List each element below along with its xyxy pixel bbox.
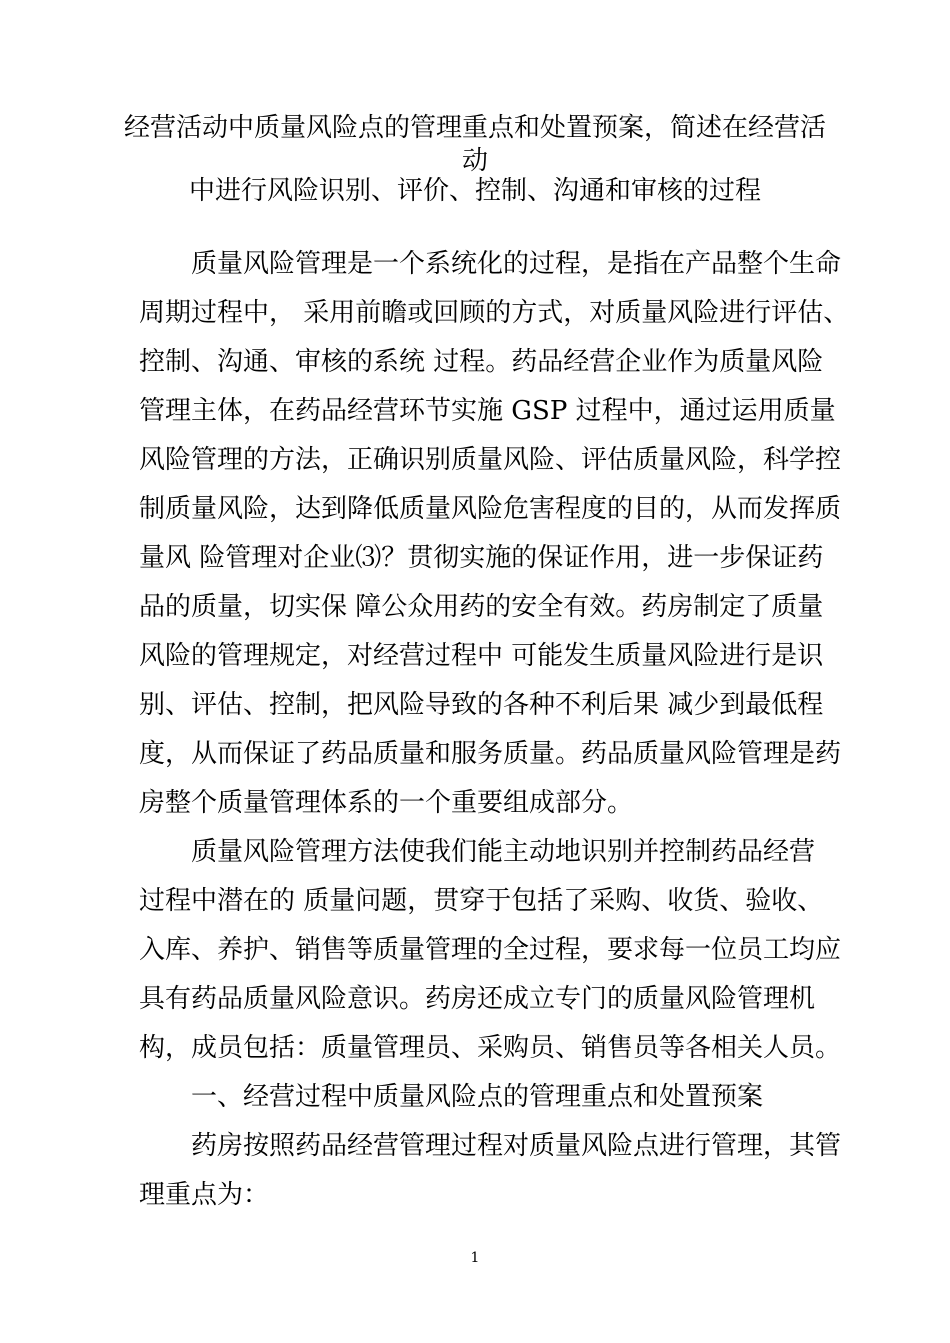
paragraph-1-line: 控制、沟通、审核的系统 过程。药品经营企业作为质量风险	[139, 347, 824, 377]
paragraph-3-line: 理重点为：	[139, 1180, 270, 1210]
section-heading: 一、经营过程中质量风险点的管理重点和处置预案	[191, 1082, 764, 1112]
paragraph-1-line: 风险管理的方法，正确识别质量风险、评估质量风险，科学控	[139, 445, 842, 475]
paragraph-1-line: 管理主体，在药品经营环节实施 GSP 过程中，通过运用质量	[139, 396, 836, 426]
document-title-line-2: 动	[461, 146, 488, 176]
paragraph-1-line: 房整个质量管理体系的一个重要组成部分。	[139, 788, 634, 818]
paragraph-1-line: 周期过程中， 采用前瞻或回顾的方式，对质量风险进行评估、	[139, 298, 850, 328]
paragraph-1-line: 风险的管理规定，对经营过程中 可能发生质量风险进行是识	[139, 641, 824, 671]
paragraph-2-line: 过程中潜在的 质量问题，贯穿于包括了采购、收货、验收、	[139, 886, 824, 916]
document-title-line-1: 经营活动中质量风险点的管理重点和处置预案，简述在经营活	[123, 113, 826, 143]
page-number: 1	[470, 1250, 480, 1266]
paragraph-1-line: 制质量风险，达到降低质量风险危害程度的目的，从而发挥质	[139, 494, 842, 524]
paragraph-1-line: 质量风险管理是一个系统化的过程，是指在产品整个生命	[191, 249, 842, 279]
paragraph-2-line: 质量风险管理方法使我们能主动地识别并控制药品经营	[191, 837, 816, 867]
document-title-line-3: 中进行风险识别、评价、控制、沟通和审核的过程	[188, 176, 761, 206]
paragraph-1-line: 别、评估、控制，把风险导致的各种不利后果 减少到最低程	[139, 690, 824, 720]
paragraph-2-line: 入库、养护、销售等质量管理的全过程，要求每一位员工均应	[139, 935, 842, 965]
paragraph-1-line: 量风 险管理对企业⑶？贯彻实施的保证作用，进一步保证药	[139, 543, 824, 573]
paragraph-1-line: 度，从而保证了药品质量和服务质量。药品质量风险管理是药	[139, 739, 842, 769]
paragraph-2-line: 具有药品质量风险意识。药房还成立专门的质量风险管理机	[139, 984, 816, 1014]
paragraph-1-line: 品的质量，切实保 障公众用药的安全有效。药房制定了质量	[139, 592, 824, 622]
paragraph-2-line: 构，成员包括：质量管理员、采购员、销售员等各相关人员。	[139, 1033, 842, 1063]
paragraph-3-line: 药房按照药品经营管理过程对质量风险点进行管理，其管	[191, 1131, 842, 1161]
